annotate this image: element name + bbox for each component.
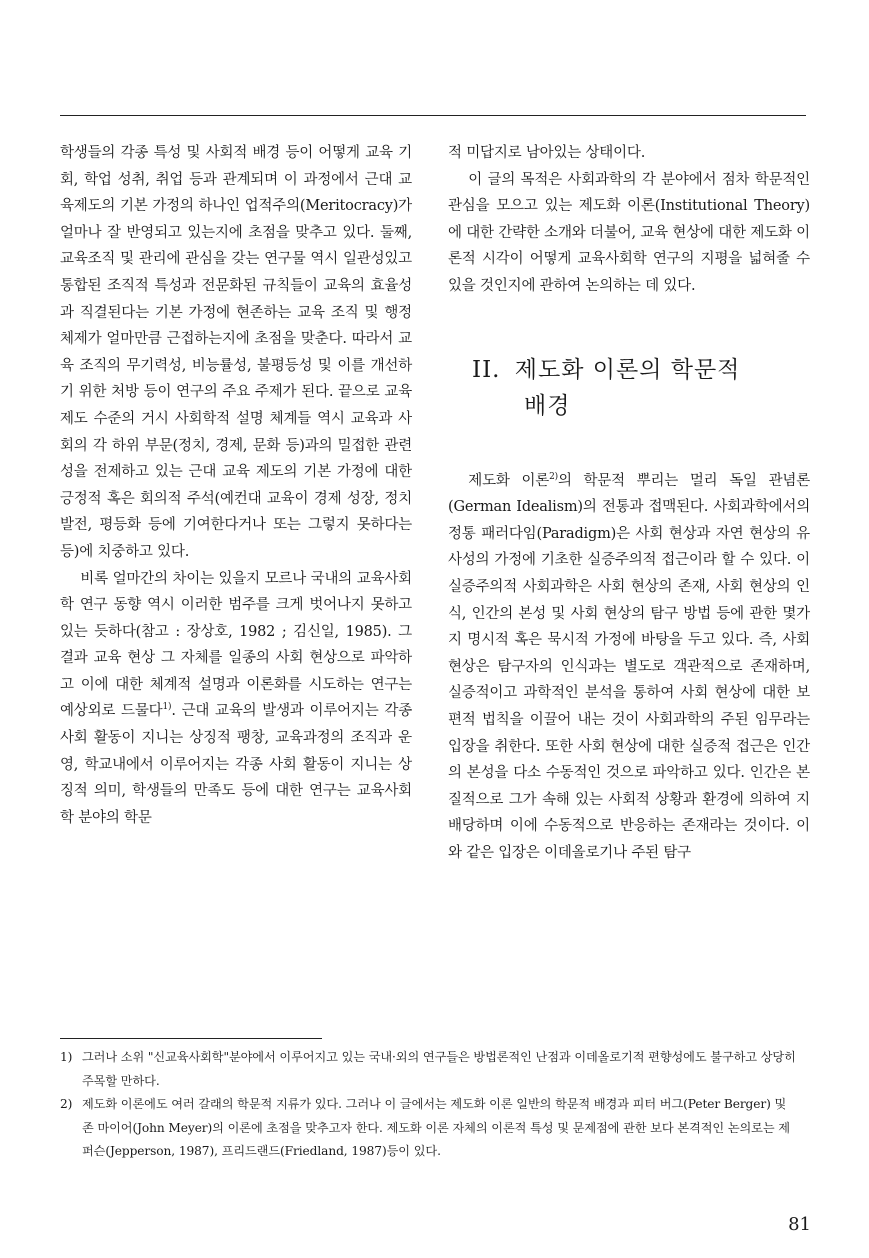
right-paragraph-3-rest: 의 학문적 뿌리는 멀리 독일 관념론(German Idealism)의 전통과 접맥된다. 사회과학에서의 정통 패러다임(Paradigm)은 사회 현상과 자연 현상의 유사성의 가정에 기초한 실증주의적 접근이라 할 수 있다. 이 실증주의적 사회과학은 사회 현상의 존재, 사회 현상의 인식, 인간의 본성 및 사회 현상의 탐구 방법 등에 관한 몇가지 명시적 혹은 묵시적 가정에 바탕을 두고 있다. 즉, 사회 현상은 탐구자의 인식과는 별도로 객관적으로 존재하며, 실증적이고 과학적인 분석을 통하여 사회 현상에 대한 보편적 법칙을 이끌어 내는 것이 사회과학의 주된 임무라는 입장을 취한다. 또한 사회 현상에 대한 실증적 접근은 인간의 본성을 다소 수동적인 것으로 파악하고 있다. 인간은 본질적으로 그가 속해 있는 사회적 상황과 환경에 의하여 지배당하며 이에 수동적으로 반응하는 존재라는 것이다. 이와 같은 입장은 이데올로기나 주된 탐구 [448,472,810,861]
right-column [448,140,810,866]
footnote-text: 그러나 소위 "신교육사회학"분야에서 이루어지고 있는 국내·외의 연구들은 방법론적인 난점과 이데올로기적 편향성에도 불구하고 상당히 주목할 만하다. [82,1050,796,1088]
page-number: 81 [788,1214,811,1235]
left-column [60,140,412,831]
left-paragraph-2-rest: . 근대 교육의 발생과 이루어지는 각종 사회 활동이 지니는 상징적 팽창, 교육과정의 조직과 운영, 학교내에서 이루어지는 각종 사회 활동이 지니는 상징적 의미, 학생들의 만족도 등에 대한 연구는 교육사회학 분야의 학문 [60,703,412,826]
right-paragraph-2: 이 글의 목적은 사회과학의 각 분야에서 점차 학문적인 관심을 모으고 있는 제도화 이론(Institutional Theory)에 대한 간략한 소개와 더불어, 교육 현상에 대한 제도화 이론적 시각이 어떻게 교육사회학 연구의 지평을 넓혀줄 수 있을 것인지에 관하여 논의하는 데 있다. [448,171,810,294]
top-rule [60,115,806,116]
footnote-1 [60,1046,800,1093]
footnote-2 [60,1093,800,1164]
footnote-ref-2: 2) [549,471,558,482]
footnote-number: 2) [60,1097,73,1111]
left-paragraph-2-main: 비록 얼마간의 차이는 있을지 모르나 국내의 교육사회학 연구 동향 역시 이러한 범주를 크게 벗어나지 못하고 있는 듯하다(참고 : 장상호, 1982 ; 김신일, 1985). 그 결과 교육 현상 그 자체를 일종의 사회 현상으로 파악하고 이에 대한 체계적 설명과 이론화를 시도하는 연구는 예상외로 드물다 [60,570,412,720]
right-paragraph-3-start: 제도화 이론 [468,472,550,489]
footnote-rule [60,1038,322,1039]
footnote-text: 제도화 이론에도 여러 갈래의 학문적 지류가 있다. 그러나 이 글에서는 제도화 이론 일반의 학문적 배경과 피터 버그(Peter Berger) 및 존 마이어(John Meyer)의 이론에 초점을 맞추고자 한다. 제도화 이론 자체의 이론적 특성 및 문제점에 관한 보다 본격적인 논의로는 제퍼슨(Jepperson, 1987), 프리드랜드(Friedland, 1987)등이 있다. [82,1097,790,1158]
footnotes [60,1046,800,1164]
section-number: II. [472,356,501,383]
footnote-ref-1: 1) [162,702,172,713]
right-paragraph-3 [448,468,810,867]
right-paragraph-1: 적 미답지로 남아있는 상태이다. [448,145,646,161]
section-title-line-1: 제도화 이론의 학문적 [514,356,741,383]
left-paragraph-1: 학생들의 각종 특성 및 사회적 배경 등이 어떻게 교육 기회, 학업 성취, 취업 등과 관계되며 이 과정에서 근대 교육제도의 기본 가정의 하나인 업적주의(Meritocracy)가 얼마나 잘 반영되고 있는지에 초점을 맞추고 있다. 둘째, 교육조직 및 관리에 관심을 갖는 연구물 역시 일관성있고 통합된 조직적 특성과 전문화된 규칙들이 교육의 효율성과 직결된다는 기본 가정에 현존하는 교육 조직 및 행정 체제가 얼마만큼 근접하는지에 초점을 맞춘다. 따라서 교육 조직의 무기력성, 비능률성, 불평등성 및 이를 개선하기 위한 처방 등이 연구의 주요 주제가 된다. 끝으로 교육 제도 수준의 거시 사회학적 설명 체계들 역시 교육과 사회의 각 하위 부문(정치, 경제, 문화 등)과의 밀접한 관련성을 전제하고 있는 근대 교육 제도의 기본 가정에 대한 긍정적 혹은 회의적 주석(예컨대 교육이 경제 성장, 정치 발전, 평등화 등에 기여한다거나 또는 그렇지 못하다는 등)에 치중하고 있다. [60,145,412,560]
footnote-number: 1) [60,1050,73,1064]
section-title-line-2: 배경 [524,392,571,419]
left-paragraph-2 [60,566,412,832]
section-heading [472,352,810,424]
